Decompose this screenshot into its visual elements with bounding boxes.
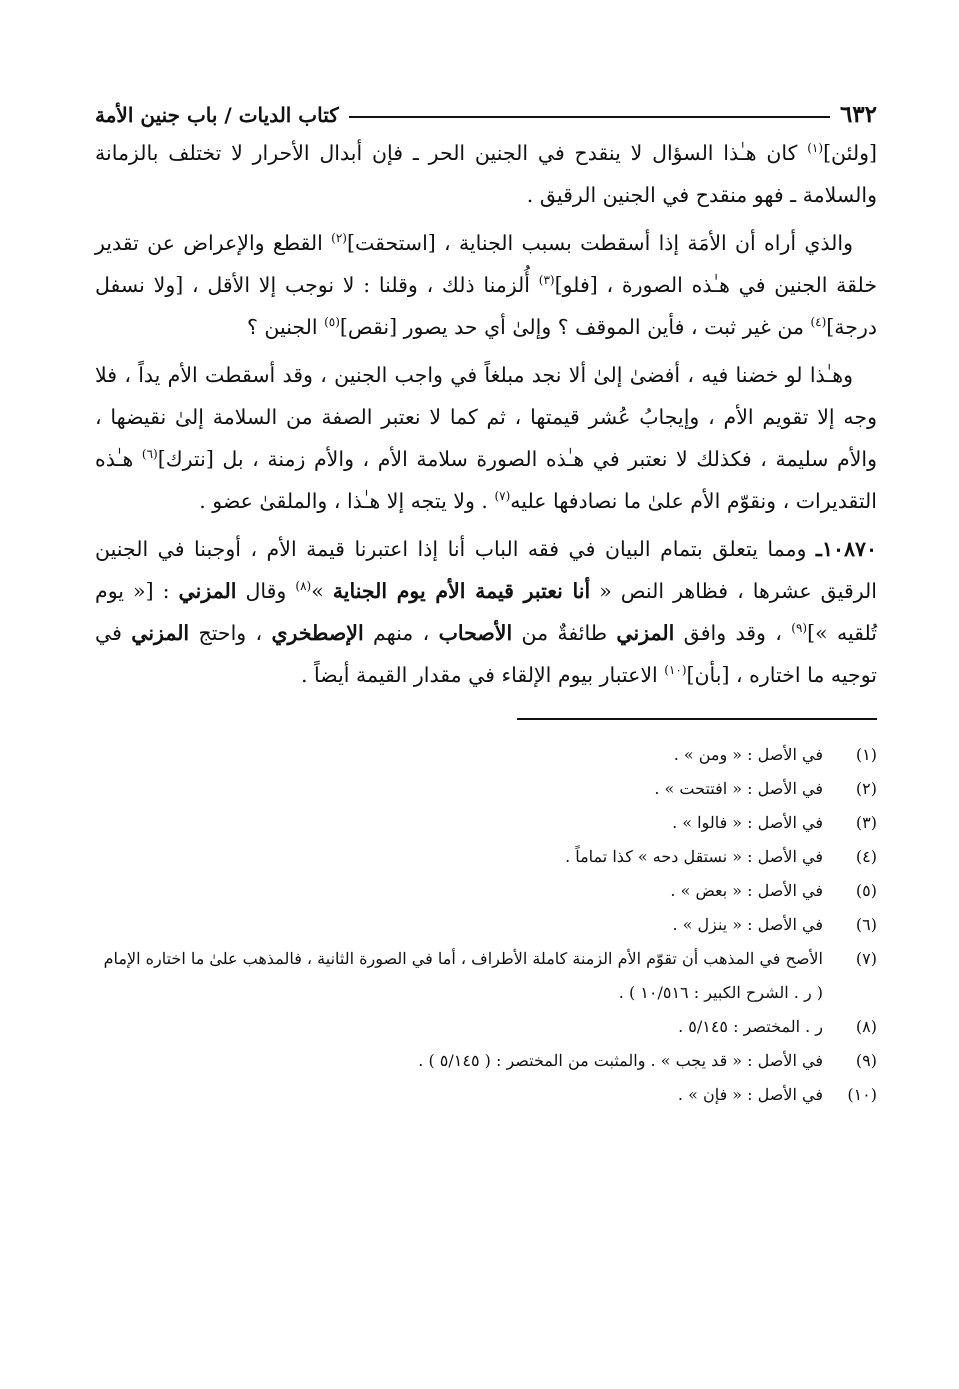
footnote-ref[interactable]: (٨)	[295, 579, 312, 594]
text-run: والذي أراه أن الأمَة إذا أسقطت بسبب الجناية ، [استحقت]	[346, 231, 853, 255]
text-run: ، منهم	[363, 621, 439, 645]
text-run: : [« يوم تُلقيه »]	[95, 579, 877, 645]
footnote-ref[interactable]: (٥)	[324, 315, 340, 330]
footnote-ref[interactable]: (٩)	[791, 621, 808, 636]
bold-name: الإصطخري	[271, 621, 364, 645]
text-run: الجنين ؟	[247, 315, 325, 339]
footnote-item	[95, 840, 877, 874]
footnote-item	[95, 942, 877, 1010]
footnote-item	[95, 908, 877, 942]
footnote-text: في الأصل : « افتتحت » .	[654, 779, 823, 798]
footnote-item	[95, 806, 877, 840]
footnote-text: في الأصل : « فإن » .	[677, 1085, 823, 1104]
text-run: الاعتبار بيوم الإلقاء في مقدار القيمة أيضاً .	[301, 663, 665, 687]
footnote-text: في الأصل : « نستقل دحه » كذا تماماً .	[565, 847, 823, 866]
footnote-divider	[517, 718, 877, 720]
book-page	[95, 78, 877, 1368]
footnotes	[95, 738, 877, 1112]
footnote-item	[95, 1044, 877, 1078]
bold-name: المزني	[131, 621, 190, 645]
footnote-number: (١)	[855, 745, 877, 764]
footnote-number: (٨)	[855, 1017, 877, 1036]
footnote-ref[interactable]: (٧)	[494, 489, 511, 504]
text-run: هـٰذه التقديرات ، ونقوّم الأم علىٰ ما نصادفها عليه	[95, 447, 877, 513]
paragraph-4	[95, 528, 877, 696]
text-run: من غير ثبت ، فأين الموقف ؟ وإلىٰ أي حد يصور [نقص]	[339, 315, 811, 339]
footnote-ref[interactable]: (١٠)	[664, 663, 687, 678]
text-run: ومما يتعلق بتمام البيان في فقه الباب أنا إذا اعتبرنا قيمة الأم ، أوجبنا في الجنين الرقيق عشرها ، فظاهر النص «	[95, 537, 878, 603]
text-run: [ولئن]	[823, 141, 877, 165]
bold-quote: أنا نعتبر قيمة الأم يوم الجناية	[332, 579, 591, 603]
footnote-text: الأصح في المذهب أن تقوّم الأم الزمنة كاملة الأطراف ، أما في الصورة الثانية ، فالمذهب علىٰ ما اختاره الإمام ( ر . الشرح الكبير : ١٠/٥١٦ ) .	[103, 949, 823, 1002]
footnote-number: (٥)	[855, 881, 877, 900]
text-run: ، واحتج	[189, 621, 272, 645]
main-text	[95, 132, 877, 696]
paragraph-3	[95, 354, 877, 522]
footnote-number: (٧)	[855, 949, 877, 968]
footnote-ref[interactable]: (١)	[807, 141, 824, 156]
page-number: ٦٣٢	[830, 103, 877, 126]
footnote-item	[95, 1078, 877, 1112]
footnote-ref[interactable]: (٦)	[141, 447, 158, 462]
footnote-item	[95, 772, 877, 806]
footnote-item	[95, 738, 877, 772]
footnote-ref[interactable]: (٤)	[810, 315, 827, 330]
footnote-number: (٩)	[855, 1051, 877, 1070]
text-run: طائفةٌ من	[512, 621, 617, 645]
text-run: وقال	[236, 579, 296, 603]
footnote-item	[95, 874, 877, 908]
text-run: أُلزمنا ذلك ، وقلنا : لا نوجب إلا الأقل ، [ولا نسفل درجة]	[95, 273, 877, 339]
text-run: في توجيه ما اختاره ، [بأن]	[95, 621, 877, 687]
running-title: كتاب الديات / باب جنين الأمة	[95, 105, 349, 125]
text-run: »	[311, 579, 333, 603]
bold-name: المزني	[178, 579, 237, 603]
footnote-item	[95, 1010, 877, 1044]
text-run: وهـٰذا لو خضنا فيه ، أفضىٰ إلىٰ ألا نجد مبلغاً في واجب الجنين ، وقد أسقطت الأم يداً ، فلا وجه إلا تقويم الأم ، وإيجابُ عُشر قيمتها ، ثم كما لا نعتبر الصفة من السلامة إلىٰ نقيضها ، والأم سليمة ، فكذلك لا نعتبر في هـٰذه الصورة سلامة الأم ، والأم زمنة ، بل [نترك]	[95, 363, 877, 471]
footnote-ref[interactable]: (٣)	[538, 273, 555, 288]
paragraph-1	[95, 132, 877, 216]
footnote-number: (١٠)	[847, 1085, 877, 1104]
page-header	[95, 78, 877, 128]
footnote-text: في الأصل : « قد يجب » . والمثبت من المختصر : ( ٥/١٤٥ ) .	[418, 1051, 823, 1070]
footnote-number: (٤)	[855, 847, 877, 866]
footnote-text: في الأصل : « ينزل » .	[672, 915, 823, 934]
footnote-text: ر . المختصر : ٥/١٤٥ .	[678, 1017, 823, 1036]
footnote-number: (٣)	[855, 813, 877, 832]
text-run: ، وقد وافق	[674, 621, 792, 645]
bold-name: المزني	[616, 621, 675, 645]
footnote-number: (٢)	[855, 779, 877, 798]
bold-name: الأصحاب	[438, 621, 513, 645]
footnote-number: (٦)	[855, 915, 877, 934]
footnote-ref[interactable]: (٢)	[331, 231, 347, 246]
footnote-text: في الأصل : « بعض » .	[670, 881, 823, 900]
footnote-text: في الأصل : « ومن » .	[673, 745, 823, 764]
paragraph-2	[95, 222, 877, 348]
text-run: . ولا يتجه إلا هـٰذا ، والملقىٰ عضو .	[199, 489, 495, 513]
text-run: القطع والإعراض عن تقدير خلقة الجنين في هـٰذه الصورة ، [فلو]	[95, 231, 877, 297]
section-number: ١٠٨٧٠ـ	[815, 537, 877, 561]
text-run: كان هـٰذا السؤال لا ينقدح في الجنين الحر ـ فإن أبدال الأحرار لا تختلف بالزمانة والسلامة ـ فهو منقدح في الجنين الرقيق .	[95, 141, 877, 207]
footnote-text: في الأصل : « فالوا » .	[672, 813, 823, 832]
